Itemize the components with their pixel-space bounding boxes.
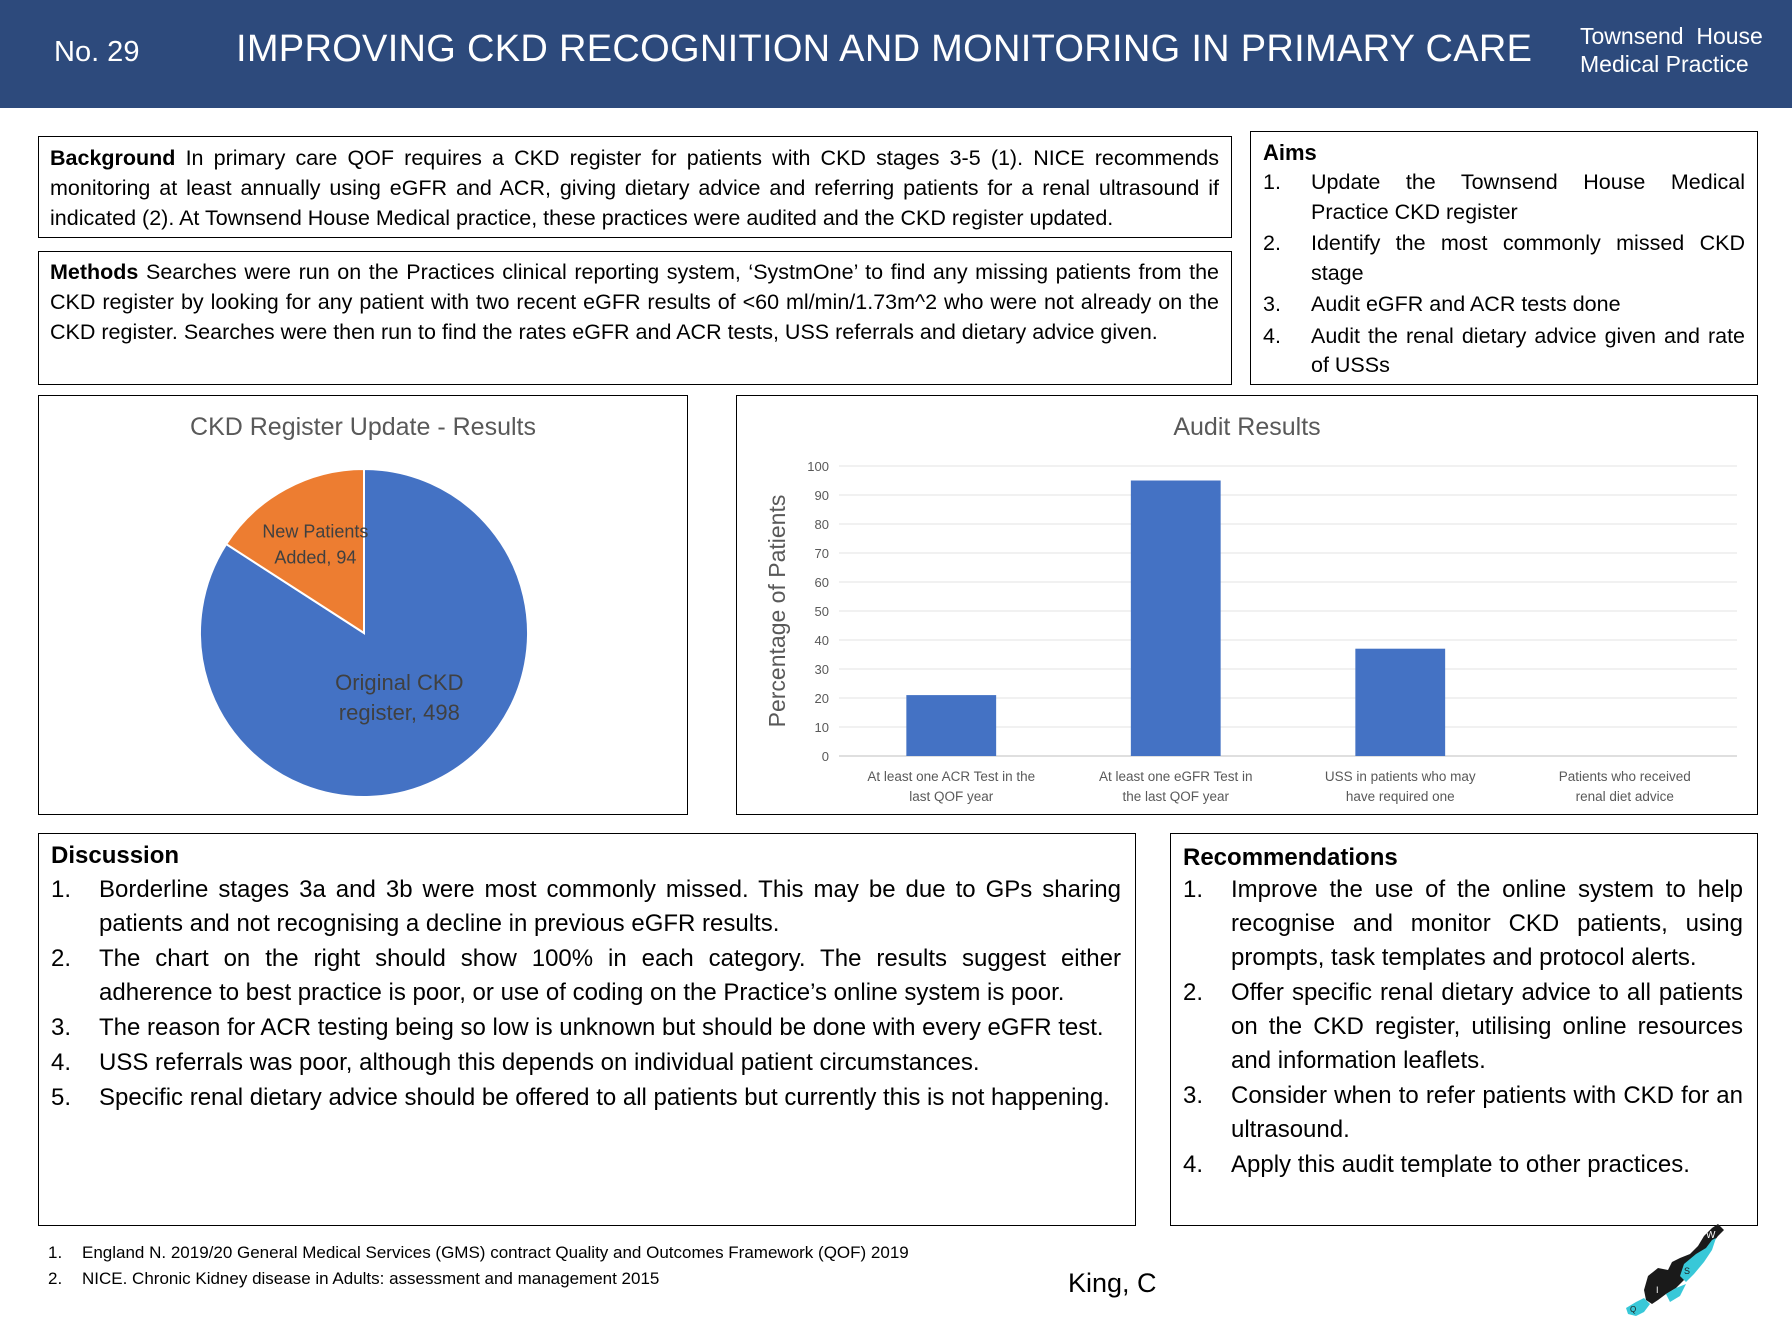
recommendations-item bbox=[1183, 1079, 1743, 1147]
discussion-item-number: 5. bbox=[51, 1084, 72, 1111]
aims-item-text: Identify the most commonly missed CKD stage bbox=[1311, 231, 1745, 285]
reference-text: NICE. Chronic Kidney disease in Adults: assessment and management 2015 bbox=[82, 1269, 660, 1288]
recommendations-item-text: Apply this audit template to other practices. bbox=[1231, 1151, 1690, 1178]
bar-chart bbox=[737, 396, 1756, 813]
pie-chart-box bbox=[38, 395, 688, 815]
aims-item-number: 1. bbox=[1263, 170, 1281, 194]
bar-y-tick-label: 50 bbox=[814, 604, 829, 619]
poster-number: No. 29 bbox=[54, 36, 140, 68]
recommendations-item bbox=[1183, 873, 1743, 975]
methods-box bbox=[38, 251, 1232, 385]
bar-x-tick-label: Patients who received bbox=[1558, 769, 1691, 784]
bar bbox=[1355, 649, 1445, 756]
discussion-item-number: 3. bbox=[51, 1014, 72, 1041]
discussion-item-text: USS referrals was poor, although this depends on individual patient circumstances. bbox=[99, 1049, 980, 1076]
practice-name-line2: Medical Practice bbox=[1580, 51, 1749, 77]
poster-title: IMPROVING CKD RECOGNITION AND MONITORING IN PRIMARY CARE bbox=[236, 28, 1533, 70]
discussion-item bbox=[51, 1046, 1121, 1080]
aims-list bbox=[1263, 168, 1745, 381]
bar-x-tick-label: At least one ACR Test in the bbox=[867, 769, 1036, 784]
map-letter: I bbox=[1656, 1285, 1659, 1295]
regional-map-icon bbox=[1596, 1218, 1736, 1328]
methods-label: Methods bbox=[50, 260, 139, 284]
bar bbox=[1131, 481, 1221, 757]
bar-y-tick-label: 40 bbox=[814, 633, 829, 648]
recommendations-item-number: 4. bbox=[1183, 1151, 1204, 1178]
methods-body: Searches were run on the Practices clinical reporting system, ‘SystmOne’ to find any missing patients from the CKD register by looking for any patient with two recent eGFR results of <60 ml/min/1.73m^2 who were not already on the CKD register. Searches were then run to find the rates eGFR and ACR tests, USS referrals and dietary advice given. bbox=[50, 260, 1219, 344]
poster-header bbox=[0, 0, 1792, 108]
discussion-item-number: 1. bbox=[51, 876, 72, 903]
discussion-item-text: Borderline stages 3a and 3b were most commonly missed. This may be due to GPs sharing patients and not recognising a decline in previous eGFR results. bbox=[99, 876, 1121, 937]
recommendations-item-text: Improve the use of the online system to help recognise and monitor CKD patients, using prompts, task templates and protocol alerts. bbox=[1231, 876, 1743, 971]
pie-slice-label: Original CKD bbox=[335, 669, 464, 695]
methods-text bbox=[50, 257, 1219, 347]
pie-chart bbox=[39, 396, 686, 813]
discussion-item bbox=[51, 1081, 1121, 1115]
aims-box bbox=[1250, 131, 1758, 385]
aims-item-number: 3. bbox=[1263, 292, 1281, 316]
background-text bbox=[50, 143, 1219, 233]
bar-y-tick-label: 90 bbox=[814, 488, 829, 503]
bar-x-tick-label: renal diet advice bbox=[1575, 789, 1674, 804]
pie-slice-label: register, 498 bbox=[338, 699, 460, 725]
aims-item bbox=[1263, 290, 1745, 320]
map-letter: W bbox=[1706, 1230, 1716, 1241]
aims-item bbox=[1263, 168, 1745, 227]
recommendations-item-number: 3. bbox=[1183, 1082, 1204, 1109]
recommendations-item-text: Offer specific renal dietary advice to all patients on the CKD register, utilising online resources and information leaflets. bbox=[1231, 979, 1743, 1074]
pie-slice-label: New Patients bbox=[262, 521, 369, 542]
bar-x-tick-label: have required one bbox=[1345, 789, 1455, 804]
bar-x-tick-label: last QOF year bbox=[909, 789, 994, 804]
discussion-item-text: Specific renal dietary advice should be offered to all patients but currently this is not happening. bbox=[99, 1084, 1110, 1111]
recommendations-item bbox=[1183, 976, 1743, 1078]
discussion-box bbox=[38, 833, 1136, 1226]
bar bbox=[906, 695, 996, 756]
bar-y-tick-label: 10 bbox=[814, 720, 829, 735]
discussion-item bbox=[51, 942, 1121, 1010]
recommendations-item-number: 1. bbox=[1183, 876, 1204, 903]
pie-slice-label: Added, 94 bbox=[274, 547, 357, 568]
discussion-item bbox=[51, 1011, 1121, 1045]
practice-name-line1: Townsend House bbox=[1580, 23, 1763, 49]
discussion-list bbox=[51, 873, 1121, 1115]
bar-y-tick-label: 0 bbox=[821, 749, 829, 764]
recommendations-box bbox=[1170, 833, 1758, 1226]
background-label: Background bbox=[50, 146, 176, 170]
bar-chart-box bbox=[736, 395, 1758, 815]
aims-item-text: Audit eGFR and ACR tests done bbox=[1311, 292, 1621, 316]
aims-item-text: Update the Townsend House Medical Practice CKD register bbox=[1311, 170, 1745, 224]
recommendations-item-text: Consider when to refer patients with CKD for an ultrasound. bbox=[1231, 1082, 1743, 1143]
recommendations-list bbox=[1183, 873, 1743, 1182]
reference-item bbox=[48, 1266, 909, 1292]
aims-item-text: Audit the renal dietary advice given and rate of USSs bbox=[1311, 323, 1745, 377]
map-letter: Q bbox=[1630, 1305, 1637, 1314]
recommendations-item-number: 2. bbox=[1183, 979, 1204, 1006]
discussion-item-number: 2. bbox=[51, 945, 72, 972]
discussion-item-number: 4. bbox=[51, 1049, 72, 1076]
bar-y-tick-label: 30 bbox=[814, 662, 829, 677]
reference-text: England N. 2019/20 General Medical Services (GMS) contract Quality and Outcomes Framework (QOF) 2019 bbox=[82, 1243, 909, 1262]
aims-title: Aims bbox=[1263, 140, 1317, 165]
discussion-title: Discussion bbox=[51, 842, 180, 869]
background-body: In primary care QOF requires a CKD register for patients with CKD stages 3-5 (1). NICE recommends monitoring at least annually using eGFR and ACR, giving dietary advice and referring patients for a renal ultrasound if indicated (2). At Townsend House Medical practice, these practices were audited and the CKD register updated. bbox=[50, 146, 1219, 230]
discussion-item-text: The chart on the right should show 100% in each category. The results suggest either adherence to best practice is poor, or use of coding on the Practice’s online system is poor. bbox=[99, 945, 1121, 1006]
aims-item-number: 4. bbox=[1263, 323, 1281, 348]
aims-item bbox=[1263, 322, 1745, 381]
bar-x-tick-label: the last QOF year bbox=[1122, 789, 1230, 804]
bar-y-tick-label: 100 bbox=[807, 459, 829, 474]
reference-number: 2. bbox=[48, 1269, 63, 1288]
background-box bbox=[38, 136, 1232, 238]
bar-x-tick-label: USS in patients who may bbox=[1324, 769, 1476, 784]
author-name: King, C bbox=[1068, 1268, 1157, 1298]
practice-name bbox=[1580, 22, 1763, 78]
aims-item bbox=[1263, 229, 1745, 288]
bar-y-axis-label: Percentage of Patients bbox=[764, 494, 790, 728]
bar-y-tick-label: 60 bbox=[814, 575, 829, 590]
bar-chart-title: Audit Results bbox=[1173, 413, 1321, 441]
map-letter: S bbox=[1684, 1266, 1691, 1276]
pie-chart-title: CKD Register Update - Results bbox=[190, 413, 536, 441]
reference-item bbox=[48, 1240, 909, 1266]
bar-y-tick-label: 20 bbox=[814, 691, 829, 706]
recommendations-item bbox=[1183, 1148, 1743, 1182]
recommendations-title: Recommendations bbox=[1183, 844, 1398, 871]
aims-item-number: 2. bbox=[1263, 231, 1281, 255]
references bbox=[48, 1240, 909, 1292]
reference-number: 1. bbox=[48, 1243, 63, 1262]
bar-x-tick-label: At least one eGFR Test in bbox=[1098, 769, 1253, 784]
discussion-item bbox=[51, 873, 1121, 941]
bar-y-tick-label: 70 bbox=[814, 546, 829, 561]
bar-y-tick-label: 80 bbox=[814, 517, 829, 532]
discussion-item-text: The reason for ACR testing being so low is unknown but should be done with every eGFR test. bbox=[99, 1014, 1104, 1041]
